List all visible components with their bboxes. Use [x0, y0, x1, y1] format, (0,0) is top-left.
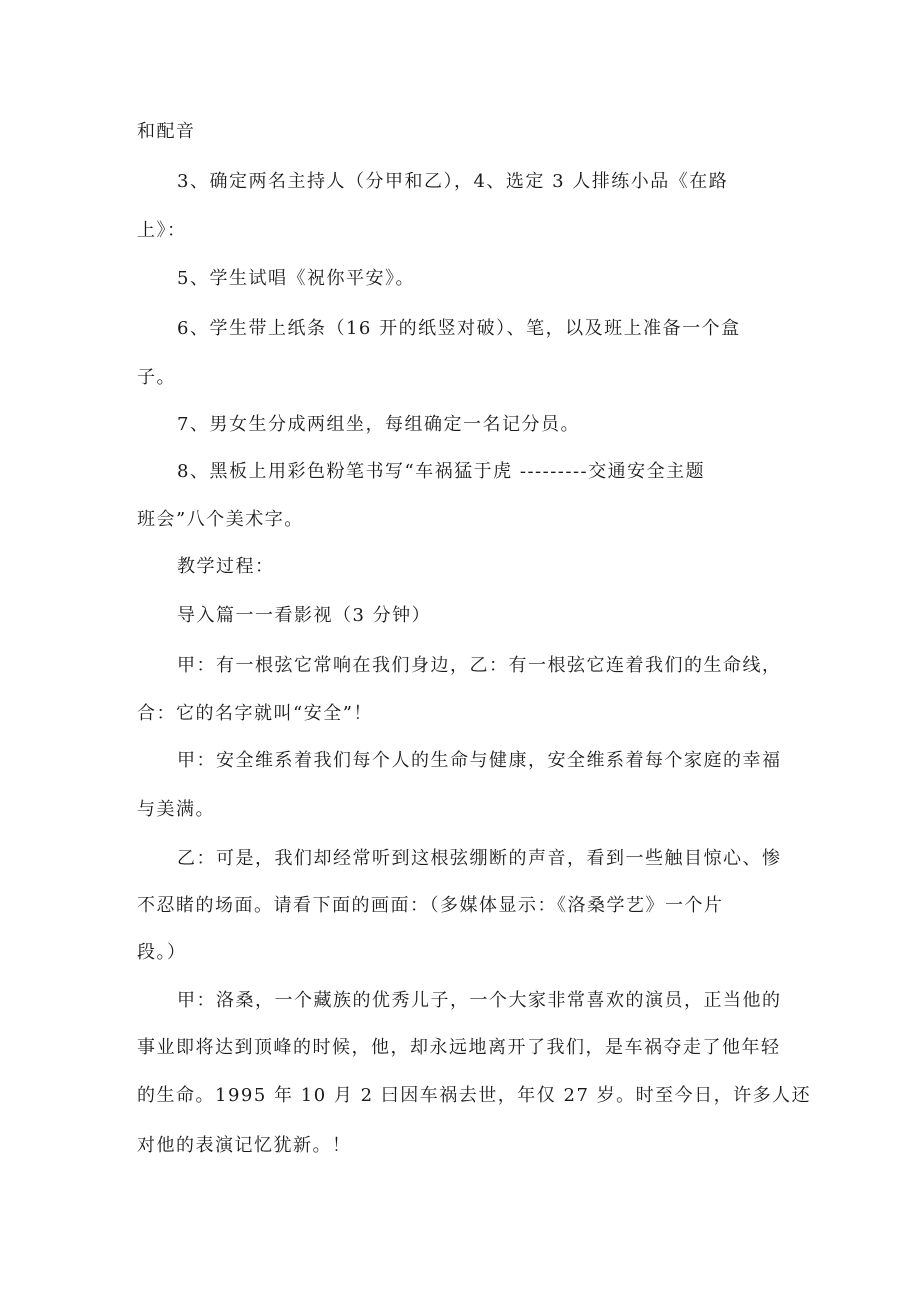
text-line: 甲：洛桑，一个藏族的优秀儿子，一个大家非常喜欢的演员，正当他的	[177, 990, 782, 1011]
text-line: 对他的表演记忆犹新。！	[137, 1135, 352, 1156]
text-line: 甲：有一根弦它常响在我们身边，乙：有一根弦它连着我们的生命线，	[177, 655, 782, 676]
text-line: 乙：可是，我们却经常听到这根弦绷断的声音，看到一些触目惊心、惨	[177, 848, 782, 869]
text-line: 7、男女生分成两组坐，每组确定一名记分员。	[177, 414, 580, 435]
text-line: 不忍睹的场面。请看下面的画面：（多媒体显示：《洛桑学艺》一个片	[137, 895, 724, 916]
text-line: 甲：安全维系着我们每个人的生命与健康，安全维系着每个家庭的幸福	[177, 750, 782, 771]
text-line: 8、黑板上用彩色粉笔书写“车祸猛于虎 ---------交通安全主题	[177, 461, 706, 482]
text-line: 3、确定两名主持人（分甲和乙），4、选定 3 人排练小品《在路	[177, 171, 729, 192]
text-line: 的生命。1995 年 10 月 2 曰因车祸去世，年仅 27 岁。时至今日，许多人还	[137, 1085, 812, 1106]
text-line: 合：它的名字就叫“安全”！	[137, 703, 373, 724]
text-line: 5、学生试唱《祝你平安》。	[177, 268, 415, 289]
text-line: 导入篇一一看影视（3 分钟）	[177, 605, 432, 626]
text-line: 段。）	[137, 942, 187, 963]
text-line: 和配音	[137, 121, 196, 142]
text-line: 事业即将达到顶峰的时候，他，却永远地离开了我们，是车祸夺走了他年轻	[137, 1037, 781, 1058]
text-line: 教学过程：	[177, 556, 275, 577]
text-line: 子。	[137, 367, 176, 388]
text-line: 上》：	[137, 220, 187, 241]
text-line: 6、学生带上纸条（16 开的纸竖对破）、笔，以及班上准备一个盒	[177, 318, 741, 339]
text-line: 班会”八个美术字。	[137, 509, 304, 530]
text-line: 与美满。	[137, 799, 215, 820]
